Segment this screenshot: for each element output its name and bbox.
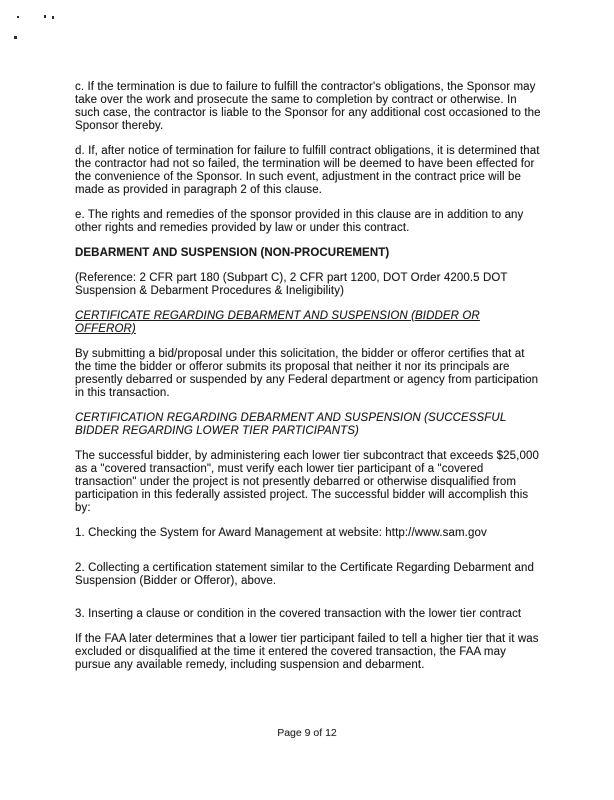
list-item-step-2: 2. Collecting a certification statement similar to the Certificate Regarding Debarment and Suspension (Bidder or Offeror), above. — [75, 562, 534, 587]
paragraph-termination-d: d. If, after notice of termination for failure to fulfill contract obligations, it is determined that the contractor had not so failed, the termination will be deemed to have been effected for the convenience of the Sponsor. In such event, adjustment in the contract price will be made as provided in paragraph 2 of this clause. — [75, 145, 540, 196]
page-footer: Page 9 of 12 — [277, 727, 337, 739]
document-body — [75, 81, 541, 684]
scan-artifact — [44, 15, 46, 18]
paragraph-certificate-body: By submitting a bid/proposal under this solicitation, the bidder or offeror certifies that at the time the bidder or offeror submits its proposal that neither it nor its principals are presently debarred or suspended by any Federal department or agency from participation in this transaction. — [75, 348, 539, 399]
scan-artifact — [14, 36, 17, 39]
paragraph-successful-bidder: The successful bidder, by administering each lower tier subcontract that exceeds $25,000 as a "covered transaction", must verify each lower tier participant of a "covered transaction" under the project is not presently debarred or otherwise disqualified from participation in this federally assisted project. The successful bidder will accomplish this by: — [75, 450, 539, 514]
scan-artifact — [17, 16, 19, 18]
scan-artifact — [52, 16, 54, 19]
paragraph-termination-c: c. If the termination is due to failure to fulfill the contractor's obligations, the Sponsor may take over the work and prosecute the same to completion by contract or otherwise. In such case, the contractor is liable to the Sponsor for any additional cost occasioned to the Sponsor thereby. — [75, 81, 541, 132]
heading-certificate-bidder-offeror: CERTIFICATE REGARDING DEBARMENT AND SUSPENSION (BIDDER OR OFFEROR) — [75, 310, 480, 335]
paragraph-faa-remedy: If the FAA later determines that a lower tier participant failed to tell a higher tier that it was excluded or disqualified at the time it entered the covered transaction, the FAA may pursue any available remedy, including suspension and debarment. — [75, 633, 539, 671]
list-item-step-1: 1. Checking the System for Award Management at website: http://www.sam.gov — [75, 527, 487, 539]
heading-certification-lower-tier: CERTIFICATION REGARDING DEBARMENT AND SUSPENSION (SUCCESSFUL BIDDER REGARDING LOWER TIER PARTICIPANTS) — [75, 412, 507, 437]
section-title-debarment: DEBARMENT AND SUSPENSION (NON-PROCUREMENT) — [75, 247, 390, 259]
paragraph-reference: (Reference: 2 CFR part 180 (Subpart C), 2 CFR part 1200, DOT Order 4200.5 DOT Suspension & Debarment Procedures & Ineligibility) — [75, 272, 508, 297]
list-item-step-3: 3. Inserting a clause or condition in the covered transaction with the lower tier contract — [75, 608, 522, 620]
paragraph-termination-e: e. The rights and remedies of the sponsor provided in this clause are in addition to any other rights and remedies provided by law or under this contract. — [75, 209, 524, 234]
